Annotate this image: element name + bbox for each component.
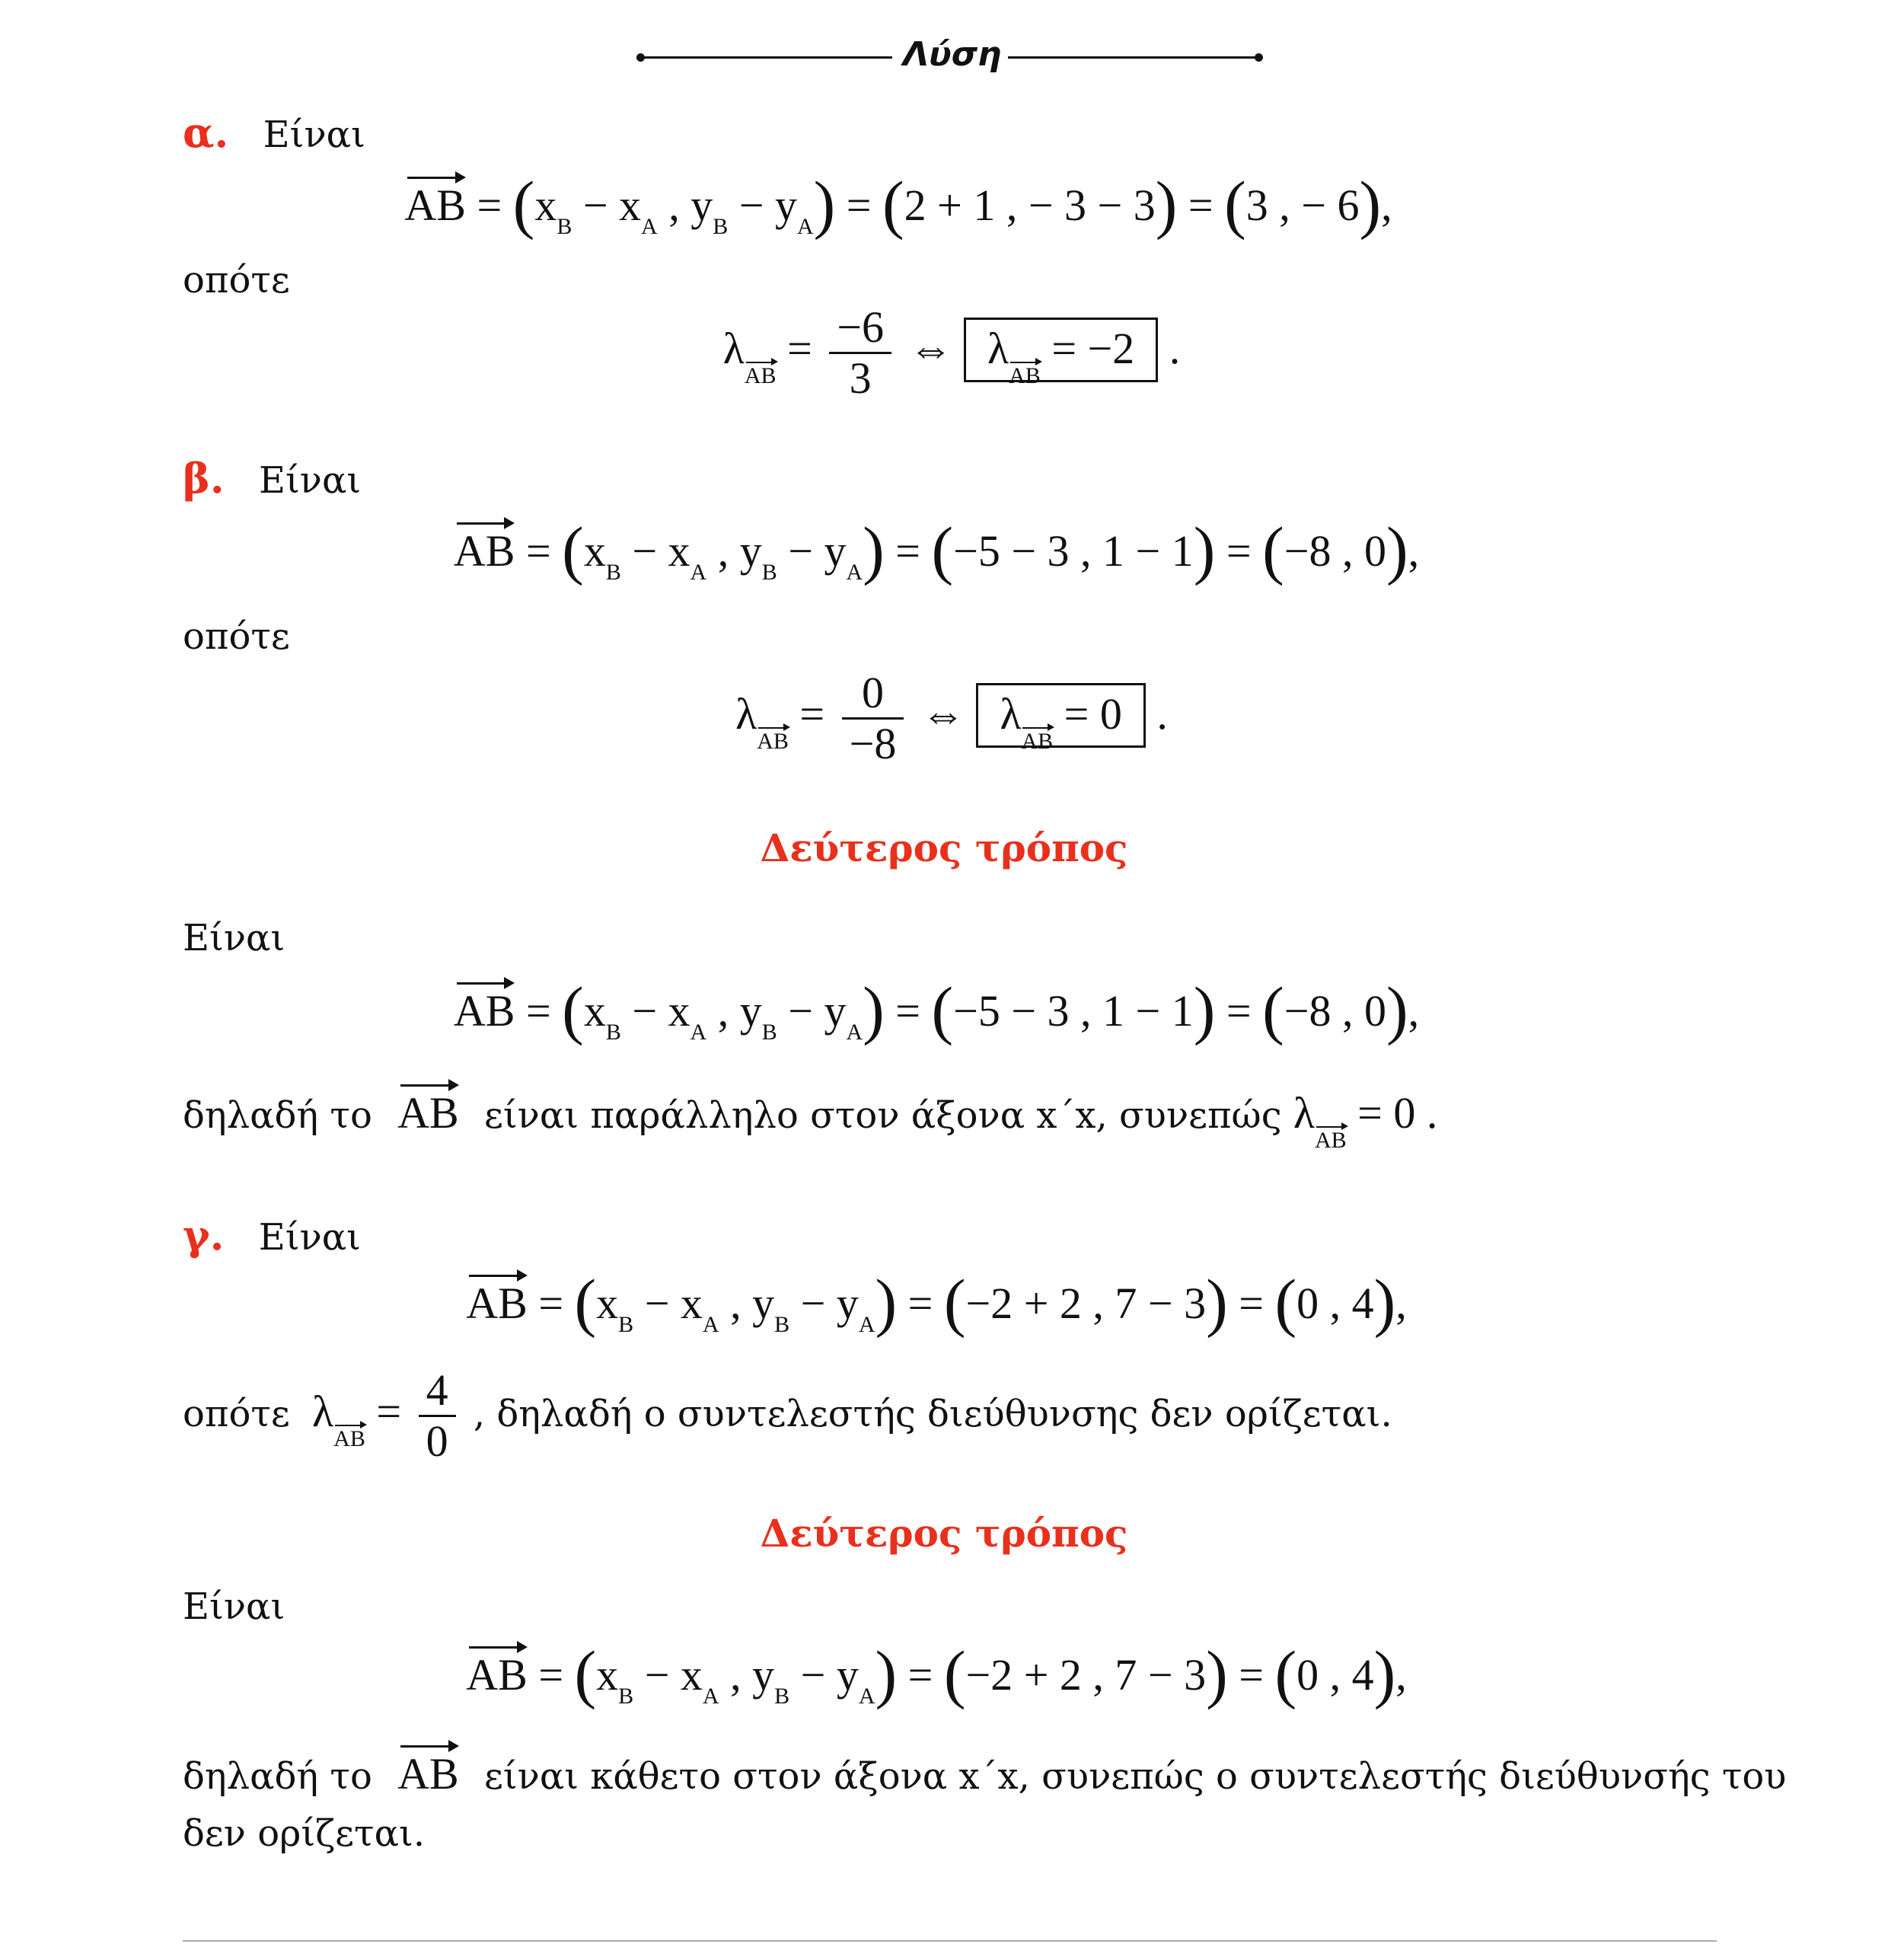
part-a-fraction: $\frac{-6}{3}$ [829,303,891,403]
header-title: Λύση [903,35,1002,74]
footer-divider [183,1940,1717,1942]
header-right-dot [1255,53,1263,62]
part-a-boxed-result: λAB = −2 [964,318,1158,382]
part-c-intro: Είναι [258,1216,361,1259]
part-c-second-way-title: Δεύτερος τρόπος [760,1511,1128,1556]
part-a-values: 2 + 1 , − 3 − 3 [904,180,1156,230]
part-c-conclusion: δηλαδή το AB είναι κάθετο στον άξονα x΄x, συνεπώς ο συντελεστής διεύθυνσής του [183,1749,1787,1799]
part-b-values: −5 − 3 , 1 − 1 [953,526,1194,576]
part-a-slope-equation: λAB = $\frac{-6}{3}$ ⇔ λAB = −2 . [722,302,1181,403]
part-c-second-vector-equation: AB = ($x_B - x_A$ , $y_B - y_A) = (-2 + 2$ , 7 − 3) = (0 , 4), [466,1637,1407,1710]
part-c-second-intro: Είναι [183,1585,285,1628]
part-b-connector: οπότε [183,615,290,658]
header-left-line [641,56,892,59]
part-c-vector-equation: AB = ($x_B - x_A$ , $y_B - y_A) = (-2 + 2$ , 7 − 3) = (0 , 4), [466,1266,1407,1339]
part-b-boxed-result: λAB = 0 [976,683,1146,748]
part-b-conclusion: δηλαδή το AB είναι παράλληλο στον άξονα x΄x, συνεπώς λAB = 0 . [183,1088,1438,1153]
part-b-second-vector-equation: AB = ($x_B - x_A$ , $y_B - y_A) = (-5 - 3$ , 1 − 1) = (−8 , 0), [453,973,1420,1046]
part-a-heading [183,108,365,157]
part-a-intro: Είναι [263,113,365,156]
part-c-values: −2 + 2 , 7 − 3 [965,1278,1207,1328]
part-b-slope-equation: λAB = $\frac{0}{-8}$ ⇔ λAB = 0 . [735,668,1168,768]
part-b-second-intro: Είναι [183,917,285,959]
part-b-second-way-title: Δεύτερος τρόπος [760,825,1128,870]
part-a-connector: οπότε [183,259,290,302]
part-c-label: γ. [183,1211,225,1259]
part-c-conclusion-line2: δεν ορίζεται. [183,1812,426,1855]
part-a-label: α. [183,108,229,157]
part-b-result: −8 , 0 [1284,526,1386,576]
part-b-intro: Είναι [258,459,362,502]
part-b-label: β. [183,454,225,503]
part-a-result: 3 , − 6 [1245,180,1360,230]
header-right-line [1008,56,1259,59]
part-b-fraction: $\frac{0}{-8}$ [842,669,904,768]
vector-ab: AB [404,180,466,230]
part-c-heading [183,1211,361,1259]
part-b-vector-equation: AB = ($x_B - x_A$ , $y_B - y_A) = (-5 - 3$ , 1 − 1) = (−8 , 0), [453,513,1420,586]
part-c-fraction: $\frac{4}{0}$ [419,1366,456,1466]
part-c-result: 0 , 4 [1296,1278,1374,1328]
part-c-slope-line: οπότε λAB = $\frac{4}{0}$ , δηλαδή ο συντελεστής διεύθυνσης δεν ορίζεται. [183,1365,1392,1466]
part-b-heading [183,454,361,503]
part-a-vector-equation: AB = ($x_B - x_A$ , $y_B - y_A) = (2 + 1$ , − 3 − 3) = (3 , − 6), [404,168,1392,241]
